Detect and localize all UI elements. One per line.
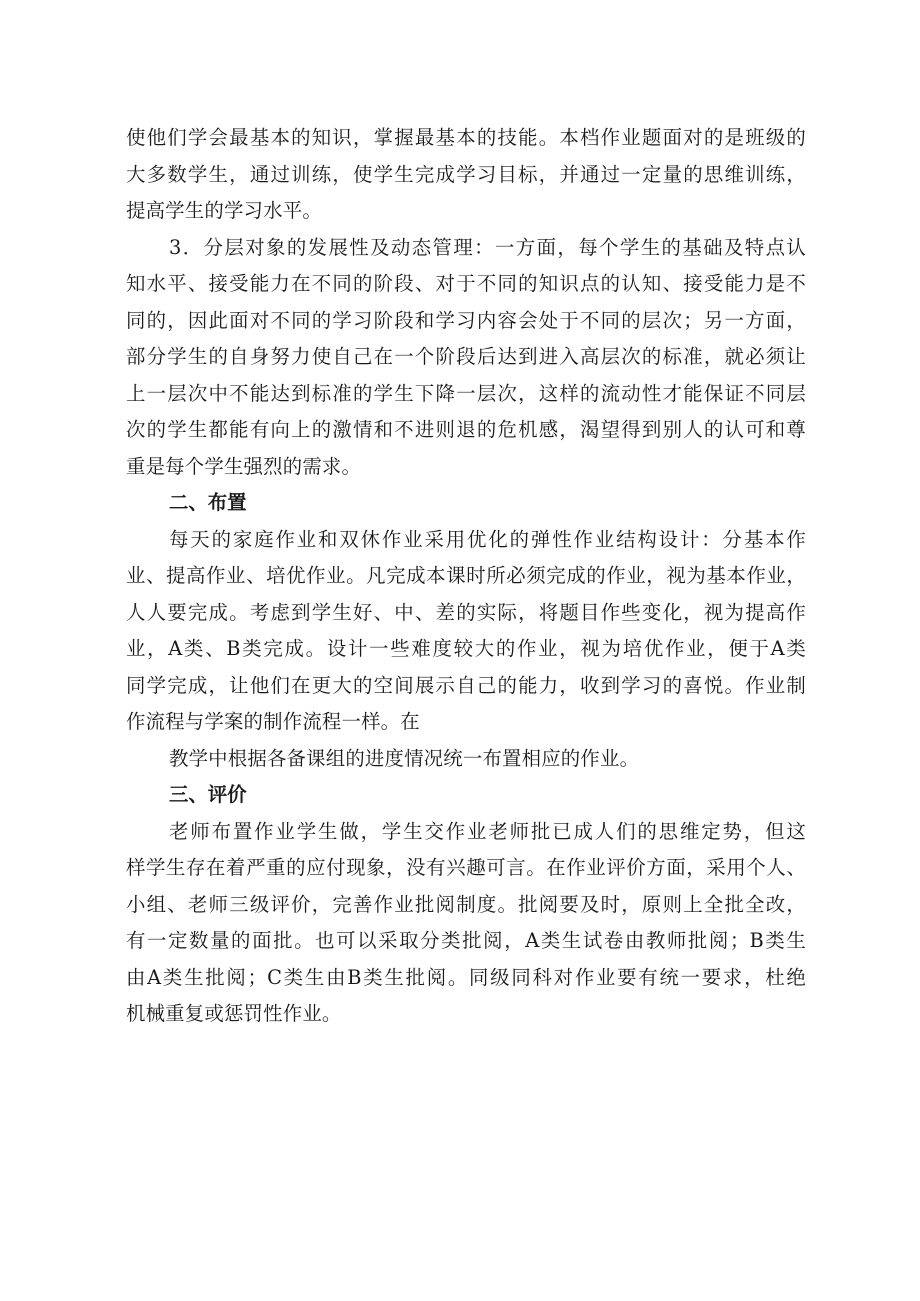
text-line: 业，A类、B类完成。设计一些难度较大的作业，视为培优作业，便于A类 — [126, 637, 806, 660]
text-line: 同学完成，让他们在更大的空间展示自己的能力，收到学习的喜悦。作业制 — [126, 673, 806, 697]
text-line: 3．分层对象的发展性及动态管理：一方面，每个学生的基础及特点认 — [169, 235, 806, 259]
text-line: 上一层次中不能达到标准的学生下降一层次，这样的流动性才能保证不同层 — [126, 381, 806, 405]
text-line: 样学生存在着严重的应付现象，没有兴趣可言。在作业评价方面，采用个人、 — [126, 856, 806, 879]
text-line: 使他们学会最基本的知识，掌握最基本的技能。本档作业题面对的是班级的 — [126, 126, 806, 149]
paragraph — [126, 522, 806, 741]
section-heading: 三、评价 — [169, 783, 247, 806]
paragraph — [126, 230, 806, 486]
text-line: 次的学生都能有向上的激情和不进则退的危机感，渴望得到别人的认可和尊 — [126, 418, 806, 441]
text-line: 知水平、接受能力在不同的阶段、对于不同的知识点的认知、接受能力是不 — [126, 272, 806, 295]
text-line: 机械重复或惩罚性作业。 — [126, 1002, 342, 1025]
text-line: 业、提高作业、培优作业。凡完成本课时所必须完成的作业，视为基本作业， — [126, 564, 806, 587]
text-line: 由A类生批阅；C类生由B类生批阅。同级同科对作业要有统一要求，杜绝 — [126, 965, 806, 989]
text-line: 人人要完成。考虑到学生好、中、差的实际，将题目作些变化，视为提高作 — [126, 600, 806, 624]
paragraph — [126, 814, 806, 1033]
text-line: 老师布置作业学生做，学生交作业老师批已成人们的思维定势，但这 — [169, 819, 806, 843]
paragraph — [126, 120, 806, 230]
text-line: 有一定数量的面批。也可以采取分类批阅，A类生试卷由教师批阅；B类生 — [126, 929, 806, 952]
document-body — [126, 120, 806, 1033]
paragraph — [126, 741, 806, 778]
text-line: 每天的家庭作业和双休作业采用优化的弹性作业结构设计：分基本作 — [169, 527, 806, 551]
text-line: 部分学生的自身努力使自己在一个阶段后达到进入高层次的标准，就必须让 — [126, 345, 806, 368]
text-line: 同的，因此面对不同的学习阶段和学习内容会处于不同的层次；另一方面， — [126, 308, 806, 332]
text-line: 提高学生的学习水平。 — [126, 199, 322, 222]
text-line: 重是每个学生强烈的需求。 — [126, 454, 362, 478]
text-line: 大多数学生，通过训练，使学生完成学习目标，并通过一定量的思维训练， — [126, 162, 806, 186]
text-line: 作流程与学案的制作流程一样。在 — [126, 710, 420, 733]
text-line: 小组、老师三级评价，完善作业批阅制度。批阅要及时，原则上全批全改， — [126, 892, 806, 916]
text-line: 教学中根据各备课组的进度情况统一布置相应的作业。 — [169, 746, 640, 770]
section-heading: 二、布置 — [169, 491, 247, 514]
